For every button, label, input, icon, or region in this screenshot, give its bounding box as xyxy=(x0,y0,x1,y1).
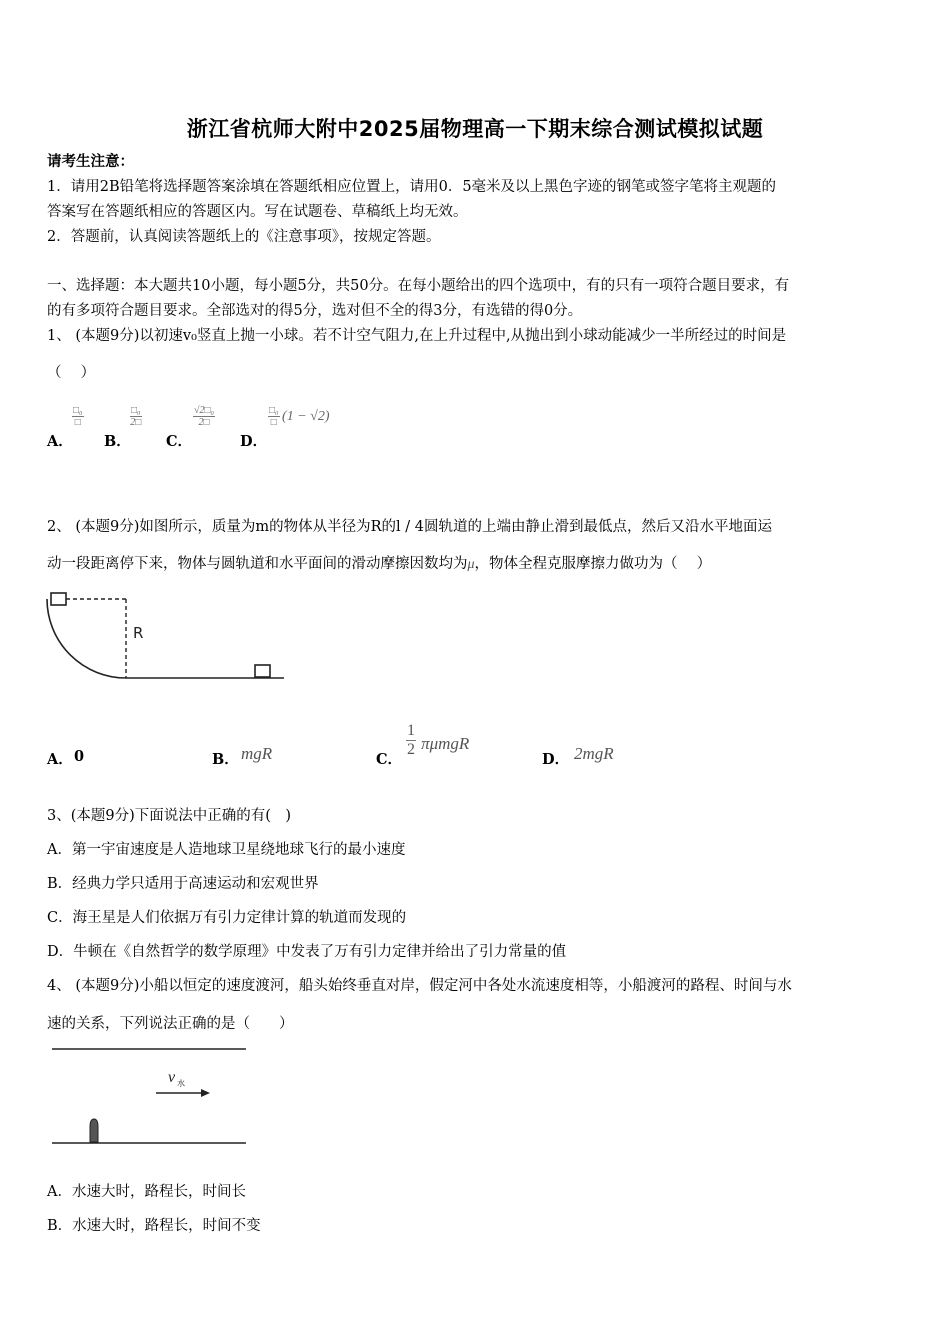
q1-b-numerator: □₀ xyxy=(131,405,141,416)
q1-option-b-formula xyxy=(130,405,142,428)
q2-option-a-value: 0 xyxy=(74,748,85,765)
q1-option-b-label: B． xyxy=(104,433,131,450)
section-1-line-2: 的有多项符合题目要求。全部选对的得5分，选对但不全的得3分，有选错的得0分。 xyxy=(47,303,583,319)
arrow-head xyxy=(201,1089,210,1097)
q2-c-tail: πμmgR xyxy=(421,734,470,753)
velocity-subscript: 水 xyxy=(177,1079,185,1088)
q2-option-d-value: 2mgR xyxy=(574,744,614,763)
quarter-circle-track xyxy=(47,599,126,678)
q2-stem-2b: ，物体全程克服摩擦力做功为（ ） xyxy=(474,556,712,572)
q2-option-d-label: D． xyxy=(542,751,570,768)
q1-b-denominator: 2□ xyxy=(130,417,142,428)
q4-stem-line-1: 4、 (本题9分)小船以恒定的速度渡河，船头始终垂直对岸，假定河中各处水流速度相等，小船渡河的路程、时间与水 xyxy=(47,978,792,994)
q4-stem-line-2: 速的关系，下列说法正确的是（ ） xyxy=(47,1016,294,1032)
notice-line-2: 2．答题前，认真阅读答题纸上的《注意事项》，按规定答题。 xyxy=(47,229,441,245)
q1-c-denominator: 2□ xyxy=(198,417,210,428)
section-1-line-1: 一、选择题：本大题共10小题，每小题5分，共50分。在每小题给出的四个选项中，有的只有一项符合题目要求，有 xyxy=(47,278,790,294)
q2-stem-line-1: 2、 (本题9分)如图所示，质量为m的物体从半径为R的l / 4圆轨道的上端由静止滑到最低点，然后又沿水平地面运 xyxy=(47,519,773,535)
page-title: 浙江省杭师大附中2025届物理高一下期末综合测试模拟试题 xyxy=(186,117,764,141)
q3-stem: 3、(本题9分)下面说法中正确的有( ) xyxy=(47,808,292,824)
notice-line-1a: 1．请用2B铅笔将选择题答案涂填在答题纸相应位置上，请用0．5毫米及以上黑色字迹的钢笔或签字笔将主观题的 xyxy=(47,179,777,195)
q2-quarter-circle-track-diagram xyxy=(44,590,294,685)
block-top xyxy=(51,593,66,605)
q3-option-b: B．经典力学只适用于高速运动和宏观世界 xyxy=(47,876,319,892)
q1-d-denominator: □ xyxy=(270,417,277,428)
q2-stem-2a: 动一段距离停下来，物体与圆轨道和水平面间的滑动摩擦因数均为 xyxy=(47,556,468,572)
q1-option-d-formula xyxy=(268,405,330,428)
q1-option-a-formula xyxy=(72,405,84,428)
q4-river-crossing-diagram xyxy=(48,1040,253,1150)
q2-option-b-value: mgR xyxy=(241,744,273,763)
block-bottom xyxy=(255,665,270,677)
q3-option-c: C．海王星是人们依据万有引力定律计算的轨道而发现的 xyxy=(47,910,407,926)
q2-c-numerator: 1 xyxy=(407,722,415,739)
q1-option-c-formula xyxy=(193,405,215,428)
q4-option-b: B．水速大时，路程长，时间不变 xyxy=(47,1218,261,1234)
q1-paren: （ ） xyxy=(47,365,96,381)
q1-d-tail: (1 − √2) xyxy=(282,409,330,424)
mu-symbol: μ xyxy=(467,557,475,572)
q1-d-numerator: □₀ xyxy=(269,405,279,416)
boat-icon xyxy=(90,1119,98,1142)
radius-label: R xyxy=(133,624,144,642)
q1-c-numerator: √2□₀ xyxy=(194,405,215,416)
q2-option-c-label: C． xyxy=(376,751,403,768)
q2-option-a-label: A． xyxy=(47,751,73,768)
q1-option-a-label: A． xyxy=(47,433,73,450)
q2-c-denominator: 2 xyxy=(407,741,415,758)
q1-stem: 1、 (本题9分)以初速v₀竖直上抛一小球。若不计空气阻力,在上升过程中,从抛出到小球动能减少一半所经过的时间是 xyxy=(47,328,787,344)
q1-option-d-label: D． xyxy=(240,433,268,450)
q4-option-a: A．水速大时，路程长，时间长 xyxy=(47,1184,246,1200)
notice-header: 请考生注意： xyxy=(47,153,134,170)
q1-a-numerator: □₀ xyxy=(73,405,83,416)
q2-option-b-label: B． xyxy=(212,751,239,768)
q1-option-c-label: C． xyxy=(166,433,193,450)
notice-line-1b: 答案写在答题纸相应的答题区内。写在试题卷、草稿纸上均无效。 xyxy=(47,204,468,220)
q3-option-a: A．第一宇宙速度是人造地球卫星绕地球飞行的最小速度 xyxy=(47,842,406,858)
q2-option-c-formula xyxy=(406,722,469,759)
q3-option-d: D．牛顿在《自然哲学的数学原理》中发表了万有引力定律并给出了引力常量的值 xyxy=(47,944,567,960)
velocity-symbol: v xyxy=(168,1069,176,1086)
q2-stem-line-2 xyxy=(47,554,711,575)
q1-a-denominator: □ xyxy=(74,417,81,428)
